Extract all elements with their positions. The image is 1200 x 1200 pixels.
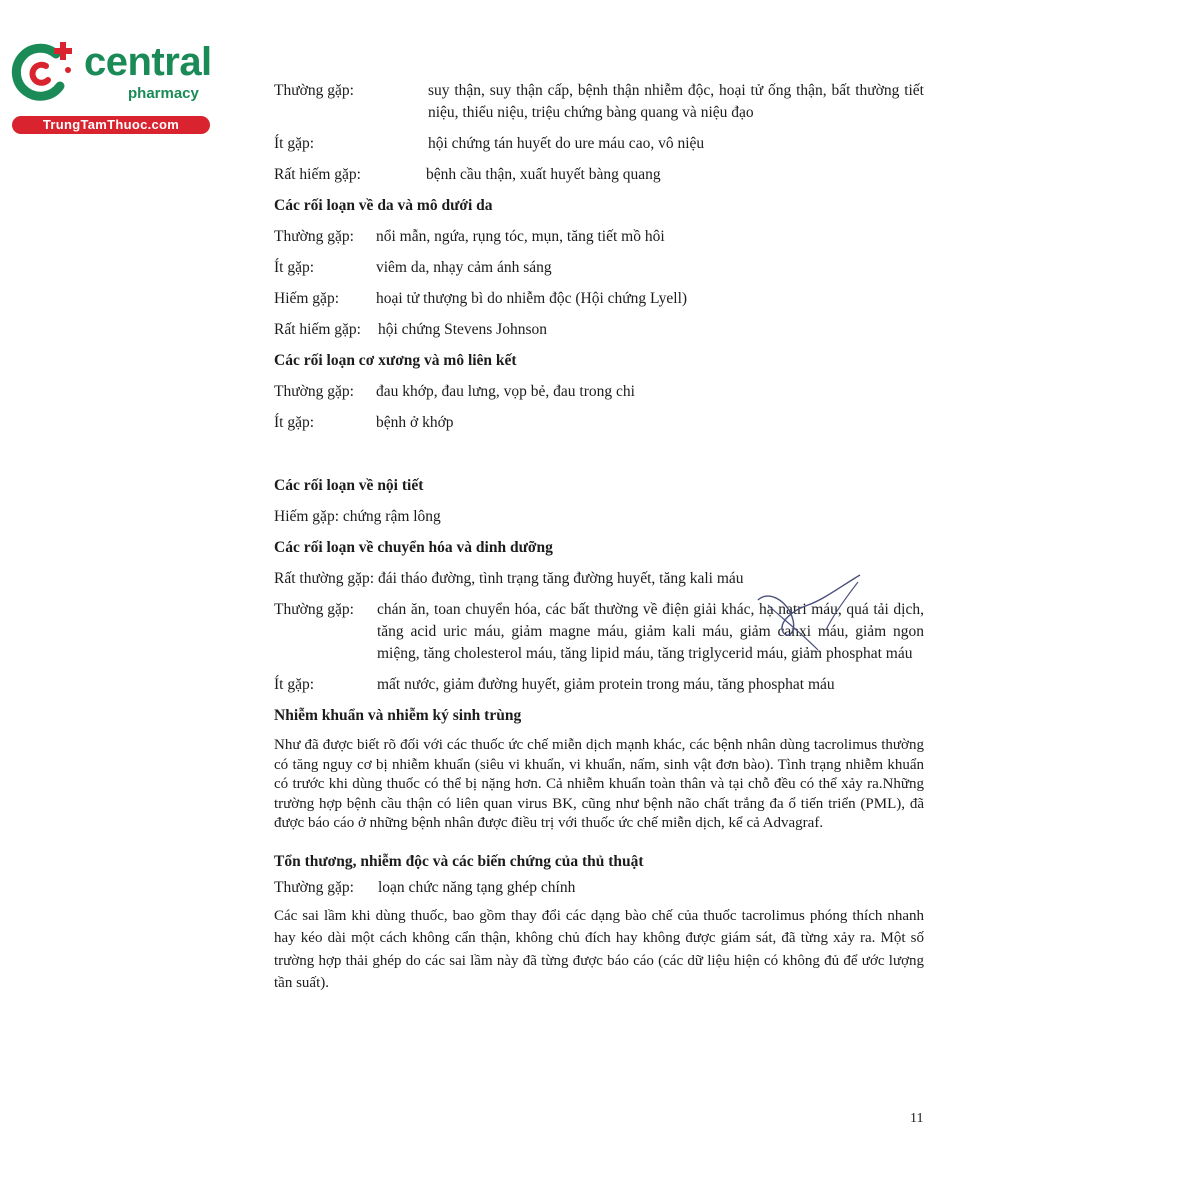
frequency-label: Rất hiếm gặp: (274, 321, 361, 338)
frequency-text: chán ăn, toan chuyển hóa, các bất thường về điện giải khác, hạ natri máu, quá tải dịch, tăng acid uric máu, giảm magne máu, giảm kali máu, giảm canxi máu, giảm ngon miệng, tăng cholesterol máu, tăng lipid máu, tăng triglycerid máu, giảm phosphat máu (377, 601, 924, 662)
kidney-common-row (274, 80, 924, 124)
skin-very-rare-row (274, 319, 924, 341)
skin-rare-row (274, 288, 924, 310)
frequency-text: hoại tử thượng bì do nhiễm độc (Hội chứng Lyell) (376, 290, 688, 307)
frequency-label: Hiếm gặp: (274, 290, 339, 307)
page-number: 11 (910, 1111, 924, 1126)
logo-brand-text: central (84, 40, 212, 84)
musculo-common-row (274, 381, 924, 403)
endocrine-rare-row (274, 506, 924, 528)
frequency-text: suy thận, suy thận cấp, bệnh thận nhiễm độc, hoại tử ống thận, bất thường tiết niệu, thiểu niệu, triệu chứng bàng quang và niệu đạo (428, 82, 924, 121)
frequency-text: loạn chức năng tạng ghép chính (378, 878, 576, 896)
logo-sub-text: pharmacy (128, 85, 199, 102)
frequency-label: Ít gặp: (274, 259, 315, 276)
frequency-label: Thường gặp: (274, 601, 354, 618)
frequency-label: Ít gặp: (274, 414, 315, 431)
frequency-label: Rất hiếm gặp: (274, 166, 361, 183)
injury-paragraph: Các sai lầm khi dùng thuốc, bao gồm thay đổi các dạng bào chế của thuốc tacrolimus phóng thích nhanh hay kéo dài một cách không cẩn thận, không chủ đích hay không được giám sát, đã từng xảy ra. Một số trường hợp thải ghép do các sai lầm này đã từng được báo cáo (các dữ liệu hiện có không đủ để ước lượng tần suất). (274, 907, 924, 991)
frequency-text: mất nước, giảm đường huyết, giảm protein trong máu, tăng phosphat máu (377, 676, 835, 693)
frequency-label: Ít gặp: (274, 676, 315, 693)
section-heading-infections: Nhiễm khuẩn và nhiễm ký sinh trùng (274, 707, 522, 724)
frequency-label: Thường gặp: (274, 82, 354, 99)
metabolism-uncommon-row (274, 674, 924, 696)
frequency-text: bệnh cầu thận, xuất huyết bàng quang (426, 166, 661, 183)
kidney-very-rare-row (274, 164, 924, 186)
section-heading-endocrine: Các rối loạn về nội tiết (274, 477, 424, 494)
brand-logo (10, 36, 215, 136)
frequency-label: Thường gặp: (274, 878, 354, 896)
frequency-text: đau khớp, đau lưng, vọp bẻ, đau trong chi (376, 383, 635, 400)
logo-site-banner: TrungTamThuoc.com (12, 116, 210, 134)
frequency-label: Thường gặp: (274, 228, 354, 245)
frequency-text: nổi mẫn, ngứa, rụng tóc, mụn, tăng tiết mồ hôi (376, 228, 665, 245)
injury-common-row (274, 877, 924, 899)
frequency-text: viêm da, nhạy cảm ánh sáng (376, 259, 552, 276)
section-heading-skin: Các rối loạn về da và mô dưới da (274, 197, 493, 214)
skin-uncommon-row (274, 257, 924, 279)
frequency-label: Ít gặp: (274, 135, 315, 152)
frequency-label: Thường gặp: (274, 383, 354, 400)
frequency-text: bệnh ở khớp (376, 414, 454, 431)
kidney-uncommon-row (274, 133, 924, 155)
signature-mark-icon (748, 570, 868, 660)
frequency-text: Hiếm gặp: chứng rậm lông (274, 508, 441, 525)
frequency-text: Rất thường gặp: đái tháo đường, tình trạng tăng đường huyết, tăng kali máu (274, 570, 744, 587)
section-heading-injury: Tổn thương, nhiễm độc và các biến chứng của thủ thuật (274, 852, 644, 870)
skin-common-row (274, 226, 924, 248)
frequency-text: hội chứng Stevens Johnson (378, 321, 547, 338)
infections-paragraph: Như đã được biết rõ đối với các thuốc ức chế miễn dịch mạnh khác, các bệnh nhân dùng tacrolimus thường có tăng nguy cơ bị nhiễm khuẩn (siêu vi khuẩn, vi khuẩn, nấm, sinh vật đơn bào). Tình trạng nhiễm khuẩn có trước khi dùng thuốc có thể bị nặng hơn. Cả nhiễm khuẩn toàn thân và tại chỗ đều có thể xảy ra.Những trường hợp bệnh cầu thận có liên quan virus BK, cũng như bệnh não chất trắng đa ổ tiến triển (PML), đã được báo cáo ở những bệnh nhân được điều trị với thuốc ức chế miễn dịch, kể cả Advagraf. (274, 737, 924, 831)
section-heading-musculoskeletal: Các rối loạn cơ xương và mô liên kết (274, 352, 517, 369)
document-body (274, 80, 924, 995)
frequency-text: hội chứng tán huyết do ure máu cao, vô niệu (428, 135, 705, 152)
musculo-uncommon-row (274, 412, 924, 434)
central-pharmacy-logo-icon (10, 40, 76, 106)
section-heading-metabolism: Các rối loạn về chuyển hóa và dinh dưỡng (274, 539, 553, 556)
